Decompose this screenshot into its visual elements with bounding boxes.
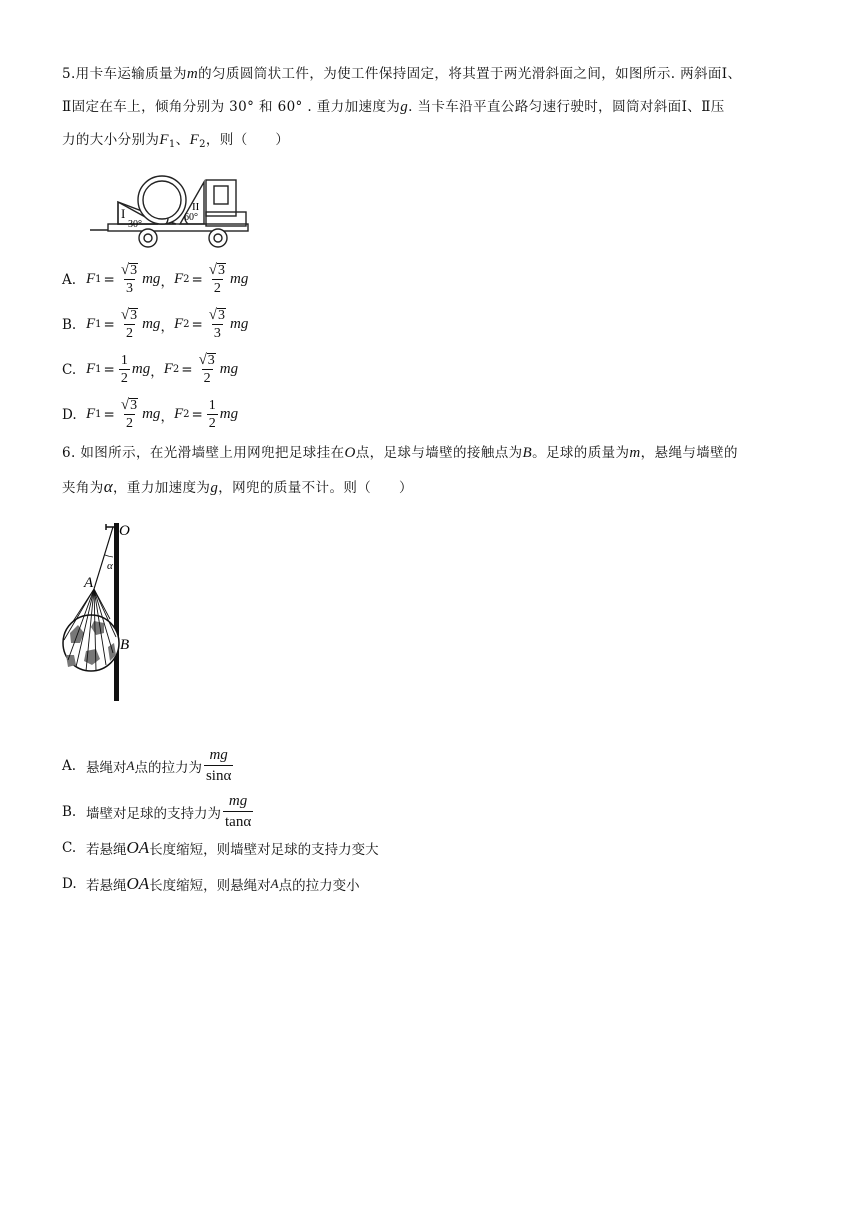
label-A: A bbox=[84, 575, 94, 591]
q5-line-1: 5.用卡车运输质量为m的匀质圆筒状工件，为使工件保持固定，将其置于两光滑斜面之间，如图所示. 两斜面Ⅰ、 bbox=[62, 66, 742, 82]
cab-window bbox=[214, 186, 228, 204]
label-O: O bbox=[119, 523, 130, 539]
fraction: √ 3 3 bbox=[120, 262, 138, 296]
q6-ball-figure bbox=[58, 515, 148, 710]
wall bbox=[114, 523, 119, 701]
fraction: √ 3 2 bbox=[208, 262, 226, 296]
cylinder bbox=[138, 176, 186, 224]
q5-stem bbox=[62, 58, 802, 161]
q5-option-B[interactable]: B. F 1 = √ 3 2 mg ， F 2 = √ 3 3 mg bbox=[62, 307, 249, 341]
fraction: √ 3 2 bbox=[198, 352, 215, 386]
wheel-front bbox=[209, 229, 227, 247]
q5-line-2: Ⅱ固定在车上，倾角分别为 30° 和 60° . 重力加速度为g. 当卡车沿平直公路匀速行驶时，圆筒对斜面Ⅰ、Ⅱ压 bbox=[62, 99, 725, 115]
q5-option-A[interactable]: A. F 1 = √ 3 3 mg ， F 2 = √ 3 2 mg bbox=[62, 262, 249, 296]
q6-line-1: 6. 如图所示，在光滑墙壁上用网兜把足球挂在O点，足球与墙壁的接触点为B。足球的质量为m，悬绳与墙壁的 bbox=[62, 445, 738, 461]
fraction: √ 3 3 bbox=[208, 307, 226, 341]
q6-option-A[interactable]: A. 悬绳对 A 点的拉力为 $\frac{mg}{\sin\alpha}$ bbox=[62, 747, 232, 784]
q6-option-C[interactable]: C. 若悬绳 OA 长度缩短，则墙壁对足球的支持力变大 bbox=[62, 838, 379, 858]
wheel-rear bbox=[139, 229, 157, 247]
fraction-mg-tan: $\frac{mg}{\tan\alpha}$ bbox=[225, 793, 252, 830]
fraction: $\frac{1}{2}$ bbox=[120, 353, 128, 386]
label-B: B bbox=[120, 637, 130, 653]
fraction-mg-sin: $\frac{mg}{\sin\alpha}$ bbox=[205, 747, 232, 784]
incline-I-label: I bbox=[121, 206, 126, 221]
fraction: √ 3 2 bbox=[120, 397, 138, 431]
label-alpha: α bbox=[107, 560, 113, 572]
q5-option-C[interactable]: C. F 1 = $\frac{1}{2}$ mg ， F 2 = √ 3 2 mg bbox=[62, 352, 239, 386]
alpha-arc bbox=[105, 555, 113, 557]
fraction: $\frac{1}{2}$ bbox=[208, 398, 216, 431]
angle-30-label: 30° bbox=[128, 219, 142, 230]
fraction: √ 3 2 bbox=[120, 307, 138, 341]
rope-OA bbox=[94, 527, 113, 589]
q5-option-D[interactable]: D. F 1 = √ 3 2 mg ， F 2 = $\frac{1}{2}$ mg bbox=[62, 397, 239, 431]
angle-60-label: 60° bbox=[184, 212, 198, 223]
q6-line-2: 夹角为α，重力加速度为g，网兜的质量不计。则（ ） bbox=[62, 477, 413, 496]
incline-II-label: II bbox=[192, 201, 200, 213]
q6-option-B[interactable]: B. 墙壁对足球的支持力为 $\frac{mg}{\tan\alpha}$ bbox=[62, 793, 252, 830]
q5-line-3: 力的大小分别为$F_1$、$F_2$，则（ ） bbox=[62, 132, 290, 150]
q5-truck-figure bbox=[88, 172, 258, 252]
q6-stem bbox=[62, 437, 802, 505]
q6-option-D[interactable]: D. 若悬绳 OA 长度缩短，则悬绳对 A 点的拉力变小 bbox=[62, 874, 360, 894]
